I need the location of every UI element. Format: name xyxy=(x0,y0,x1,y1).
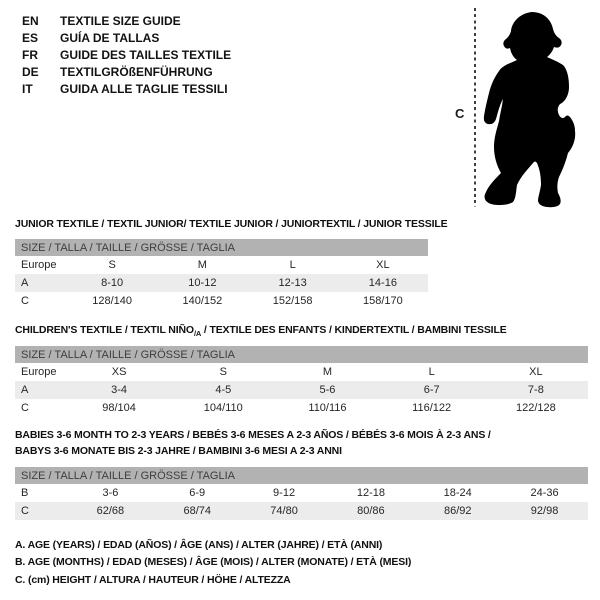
babies-table-title xyxy=(15,427,491,459)
language-code: FR xyxy=(22,48,38,62)
children-table-title xyxy=(15,324,507,338)
language-title: GUÍA DE TALLAS xyxy=(60,31,160,45)
children-size-table xyxy=(15,346,588,417)
children-title-sub: /A xyxy=(193,329,202,339)
size-cell: 80/86 xyxy=(357,505,385,517)
size-cell: XL xyxy=(376,259,390,271)
babies-title-line2: BABYS 3-6 MONATE BIS 2-3 JAHRE / BAMBINI 3-6 MESI A 2-3 ANNI xyxy=(15,445,342,457)
junior-size-table xyxy=(15,239,428,310)
babies-title-line1: BABIES 3-6 MONTH TO 2-3 YEARS / BEBÉS 3-6 MESES A 2-3 AÑOS / BÉBÉS 3-6 MOIS À 2-3 ANS / xyxy=(15,429,491,441)
language-code: IT xyxy=(22,82,33,96)
size-cell: S xyxy=(219,366,227,378)
table-row-age xyxy=(15,274,428,292)
table-row-age xyxy=(15,381,588,399)
row-label: C xyxy=(21,505,29,517)
size-header-row xyxy=(15,346,588,363)
table-row-height xyxy=(15,399,588,417)
language-title: TEXTILGRÖßENFÜHRUNG xyxy=(60,65,213,79)
size-header-row xyxy=(15,239,428,256)
size-cell: 14-16 xyxy=(368,277,397,289)
height-measure-label: C xyxy=(455,106,465,121)
table-row-height xyxy=(15,502,588,520)
size-cell: 128/140 xyxy=(92,295,132,307)
size-cell: 122/128 xyxy=(515,402,556,414)
footnote-a: A. AGE (YEARS) / EDAD (AÑOS) / ÂGE (ANS) / ALTER (JAHRE) / ETÀ (ANNI) xyxy=(15,539,383,551)
language-title-list xyxy=(22,13,231,98)
row-label: A xyxy=(21,277,29,289)
babies-size-table xyxy=(15,467,588,520)
language-code: DE xyxy=(22,65,39,79)
size-cell: 12-13 xyxy=(278,277,307,289)
language-title: GUIDE DES TAILLES TEXTILE xyxy=(60,48,232,62)
size-cell: M xyxy=(322,366,333,378)
size-cell: 4-5 xyxy=(215,384,232,396)
language-code: ES xyxy=(22,31,39,45)
size-cell: 68/74 xyxy=(183,505,211,517)
language-row xyxy=(22,13,231,30)
size-header-row xyxy=(15,467,588,484)
size-cell: 8-10 xyxy=(101,277,124,289)
size-cell: S xyxy=(108,259,116,271)
size-cell: 18-24 xyxy=(443,487,472,499)
baby-silhouette-icon xyxy=(481,5,591,215)
size-header: SIZE / TALLA / TAILLE / GRÖSSE / TAGLIA xyxy=(15,346,588,363)
size-cell: XS xyxy=(111,366,127,378)
size-cell: L xyxy=(428,366,435,378)
language-row xyxy=(22,81,231,98)
row-label: Europe xyxy=(21,259,57,271)
children-title-main: CHILDREN'S TEXTILE / TEXTIL NIÑO xyxy=(15,324,194,336)
size-cell: 9-12 xyxy=(273,487,296,499)
table-row-height xyxy=(15,292,428,310)
size-cell: 110/116 xyxy=(308,402,347,414)
size-cell: 140/152 xyxy=(182,295,223,307)
size-cell: 104/110 xyxy=(203,402,243,414)
size-header: SIZE / TALLA / TAILLE / GRÖSSE / TAGLIA xyxy=(15,467,588,484)
size-cell: 6-7 xyxy=(423,384,440,396)
size-header: SIZE / TALLA / TAILLE / GRÖSSE / TAGLIA xyxy=(15,239,428,256)
size-cell: 62/68 xyxy=(96,505,125,517)
table-row-age-months xyxy=(15,484,588,502)
row-label: A xyxy=(21,384,29,396)
language-title: GUIDA ALLE TAGLIE TESSILI xyxy=(60,82,228,96)
size-cell: 158/170 xyxy=(362,295,403,307)
size-cell: 92/98 xyxy=(530,505,559,517)
size-cell: 7-8 xyxy=(527,384,544,396)
legend-footnotes xyxy=(15,537,411,589)
language-title: TEXTILE SIZE GUIDE xyxy=(60,14,181,28)
size-cell: 10-12 xyxy=(188,277,217,289)
height-measure-dashed-line xyxy=(474,8,476,207)
row-label: B xyxy=(21,487,29,499)
row-label: C xyxy=(21,295,29,307)
language-row xyxy=(22,30,231,47)
footnote-b: B. AGE (MONTHS) / EDAD (MESES) / ÂGE (MOIS) / ALTER (MONATE) / ETÀ (MESI) xyxy=(15,556,412,569)
language-code: EN xyxy=(22,14,39,28)
language-row xyxy=(22,47,231,64)
size-cell: M xyxy=(197,259,207,271)
row-label: C xyxy=(21,402,29,414)
junior-table-title: JUNIOR TEXTILE / TEXTIL JUNIOR/ TEXTILE JUNIOR / JUNIORTEXTIL / JUNIOR TESSILE xyxy=(15,218,448,230)
size-cell: 116/122 xyxy=(412,402,452,414)
size-cell: 3-6 xyxy=(102,487,119,499)
size-cell: 12-18 xyxy=(356,487,385,499)
table-row-europe xyxy=(15,363,588,381)
size-cell: 152/158 xyxy=(272,295,313,307)
size-cell: 74/80 xyxy=(270,505,298,517)
size-cell: L xyxy=(289,259,296,271)
children-title-rest: / TEXTILE DES ENFANTS / KINDERTEXTIL / BAMBINI TESSILE xyxy=(201,324,507,336)
size-cell: 5-6 xyxy=(319,384,336,396)
size-cell: 86/92 xyxy=(443,505,472,517)
size-cell: 6-9 xyxy=(189,487,206,499)
size-cell: 3-4 xyxy=(111,384,128,396)
footnote-c: C. (cm) HEIGHT / ALTURA / HAUTEUR / HÖHE / ALTEZZA xyxy=(15,573,291,586)
language-row xyxy=(22,64,231,81)
size-cell: XL xyxy=(529,366,543,378)
table-row-europe xyxy=(15,256,428,274)
size-cell: 24-36 xyxy=(530,487,559,499)
row-label: Europe xyxy=(21,366,57,378)
size-cell: 98/104 xyxy=(102,402,136,414)
